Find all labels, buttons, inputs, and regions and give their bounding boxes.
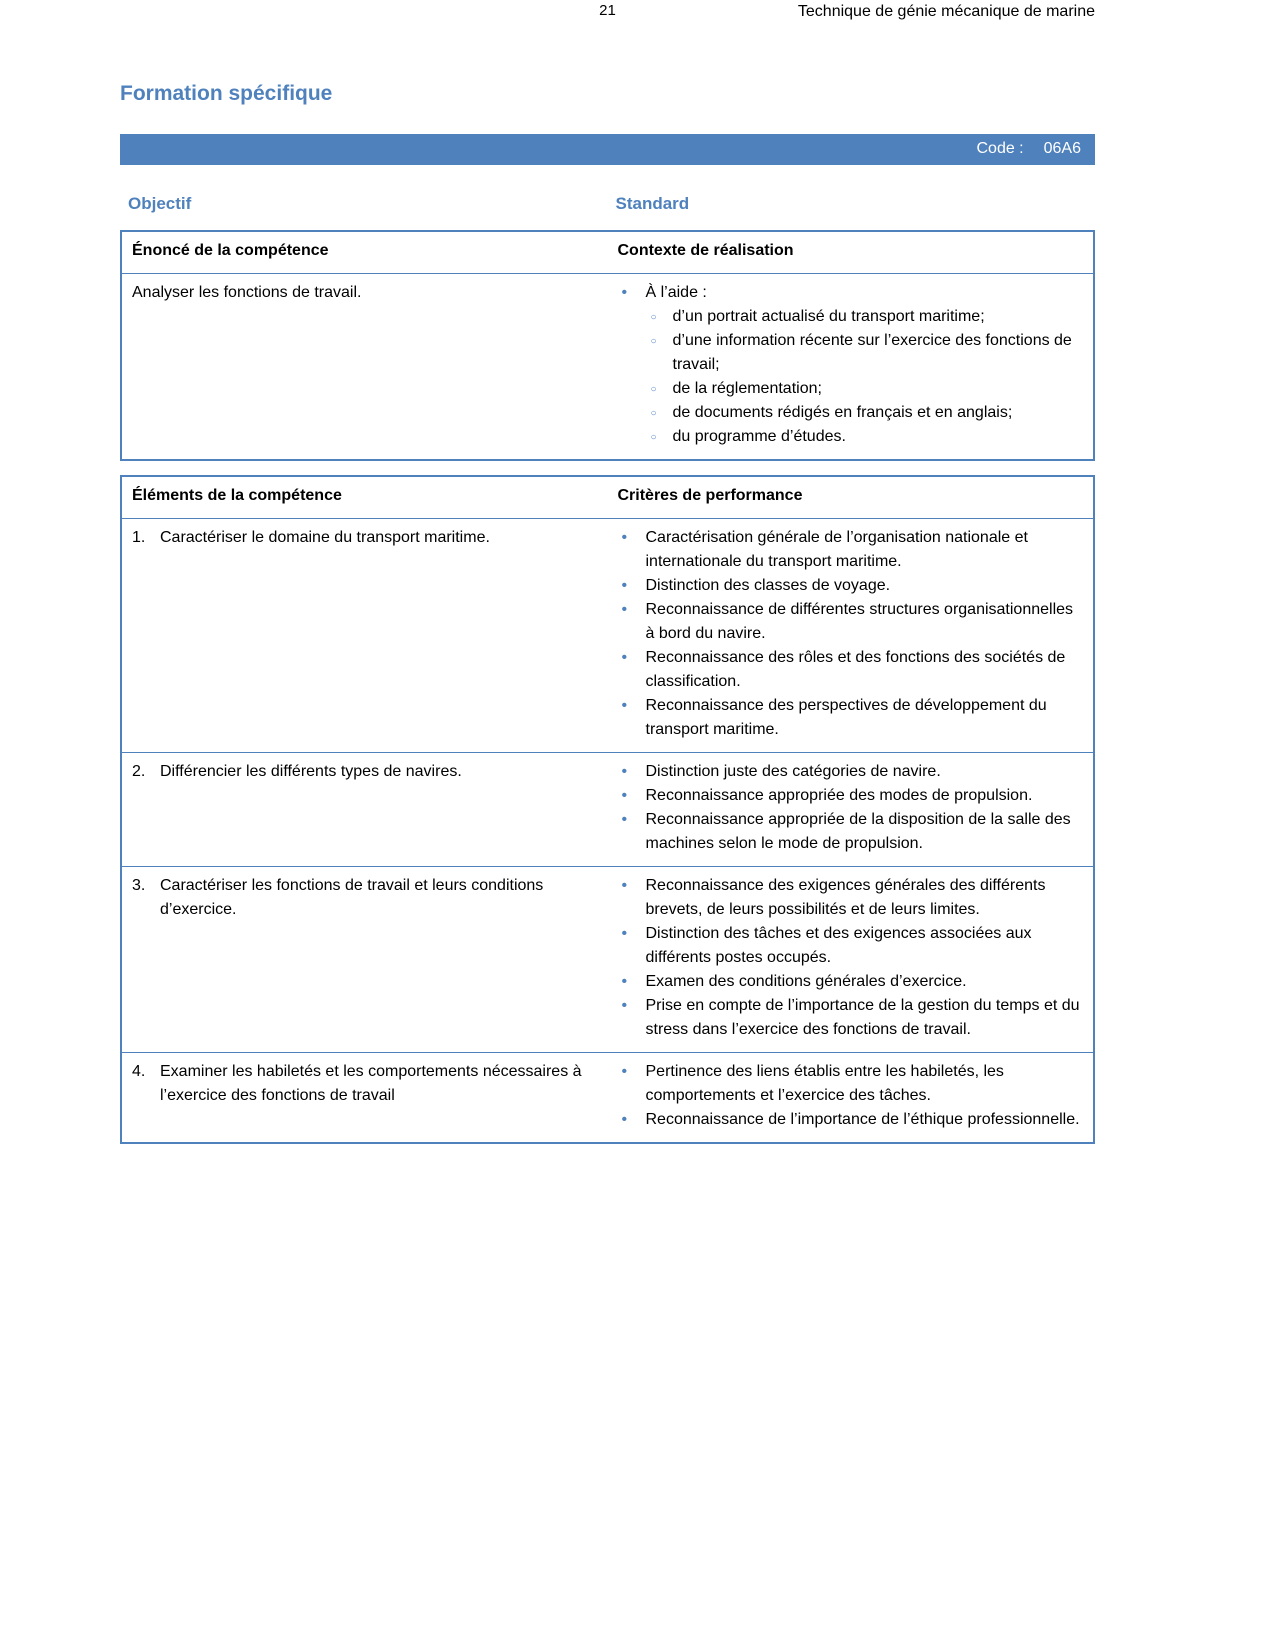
column-headings [120, 191, 1095, 217]
contexte-list [618, 281, 1082, 449]
table-row [121, 1053, 1094, 1144]
element-number: 3. [132, 877, 146, 894]
contexte-subitem: ○ de documents rédigés en français et en anglais; [646, 401, 1082, 425]
criteria-item: • Prise en compte de l’importance de la gestion du temps et du stress dans l’exercice des fonctions de travail. [618, 994, 1082, 1042]
objectif-heading: Objectif [128, 193, 192, 213]
element-cell [121, 753, 608, 867]
criteria-item: • Distinction juste des catégories de navire. [618, 760, 1082, 784]
element-numbered-item [132, 760, 596, 784]
element-cell [121, 867, 608, 1053]
competence-table [120, 230, 1095, 461]
criteria-list [618, 526, 1082, 742]
criteria-item: • Distinction des classes de voyage. [618, 574, 1082, 598]
criteria-item: • Pertinence des liens établis entre les habiletés, les comportements et l’exercice des tâches. [618, 1060, 1082, 1108]
competence-table-body-row [121, 274, 1094, 461]
footer-program-title: Technique de génie mécanique de marine [797, 3, 1095, 20]
criteria-item: • Distinction des tâches et des exigences associées aux différents postes occupés. [618, 922, 1082, 970]
contexte-subitem: ○ du programme d’études. [646, 425, 1082, 449]
code-value: 06A6 [1043, 140, 1081, 157]
criteria-item: • Reconnaissance des exigences générales des différents brevets, de leurs possibilités et de leurs limites. [618, 874, 1082, 922]
contexte-subitem: ○ d’une information récente sur l’exercice des fonctions de travail; [646, 329, 1082, 377]
enonce-header: Énoncé de la compétence [132, 242, 329, 259]
contexte-sublist [646, 305, 1082, 449]
criteria-list [618, 760, 1082, 856]
table-row [121, 519, 1094, 753]
elements-header: Éléments de la compétence [132, 487, 342, 504]
table-row [121, 867, 1094, 1053]
code-label: Code : [976, 140, 1024, 157]
criteres-header: Critères de performance [617, 487, 803, 504]
criteria-item: • Caractérisation générale de l’organisation nationale et internationale du transport maritime. [618, 526, 1082, 574]
contexte-lead-item [618, 281, 1082, 449]
standard-heading: Standard [615, 193, 690, 213]
criteria-item: • Reconnaissance appropriée de la disposition de la salle des machines selon le mode de propulsion. [618, 808, 1082, 856]
contexte-lead-text: À l’aide : [645, 284, 707, 301]
contexte-cell [608, 274, 1095, 461]
criteria-list [618, 874, 1082, 1042]
criteria-cell [608, 1053, 1095, 1144]
element-cell [121, 1053, 608, 1144]
element-numbered-item [132, 1060, 596, 1108]
element-text: Examiner les habiletés et les comportements nécessaires à l’exercice des fonctions de travail [160, 1063, 582, 1104]
contexte-subitem: ○ de la réglementation; [646, 377, 1082, 401]
page-content [120, 0, 1095, 1144]
contexte-subitem: ○ d’un portrait actualisé du transport maritime; [646, 305, 1082, 329]
element-text: Caractériser les fonctions de travail et leurs conditions d’exercice. [160, 877, 544, 918]
elements-table [120, 475, 1095, 1144]
contexte-header: Contexte de réalisation [617, 242, 794, 259]
criteria-list [618, 1060, 1082, 1132]
criteria-item: • Examen des conditions générales d’exercice. [618, 970, 1082, 994]
criteria-item: • Reconnaissance des perspectives de développement du transport maritime. [618, 694, 1082, 742]
criteria-cell [608, 753, 1095, 867]
competence-table-header-row [121, 231, 1094, 274]
element-text: Différencier les différents types de navires. [160, 763, 462, 780]
criteria-cell [608, 867, 1095, 1053]
elements-table-header-row [121, 476, 1094, 519]
element-cell [121, 519, 608, 753]
criteria-cell [608, 519, 1095, 753]
enonce-text: Analyser les fonctions de travail. [132, 284, 362, 301]
element-number: 1. [132, 529, 146, 546]
code-bar [120, 134, 1095, 165]
criteria-item: • Reconnaissance de différentes structures organisationnelles à bord du navire. [618, 598, 1082, 646]
element-numbered-item [132, 526, 596, 550]
criteria-item: • Reconnaissance de l’importance de l’éthique professionnelle. [618, 1108, 1082, 1132]
enonce-cell [121, 274, 608, 461]
element-number: 2. [132, 763, 146, 780]
table-row [121, 753, 1094, 867]
element-numbered-item [132, 874, 596, 922]
page-number: 21 [599, 2, 616, 19]
element-text: Caractériser le domaine du transport maritime. [160, 529, 490, 546]
criteria-item: • Reconnaissance appropriée des modes de propulsion. [618, 784, 1082, 808]
page-title: Formation spécifique [120, 82, 333, 105]
element-number: 4. [132, 1063, 146, 1080]
criteria-item: • Reconnaissance des rôles et des fonctions des sociétés de classification. [618, 646, 1082, 694]
